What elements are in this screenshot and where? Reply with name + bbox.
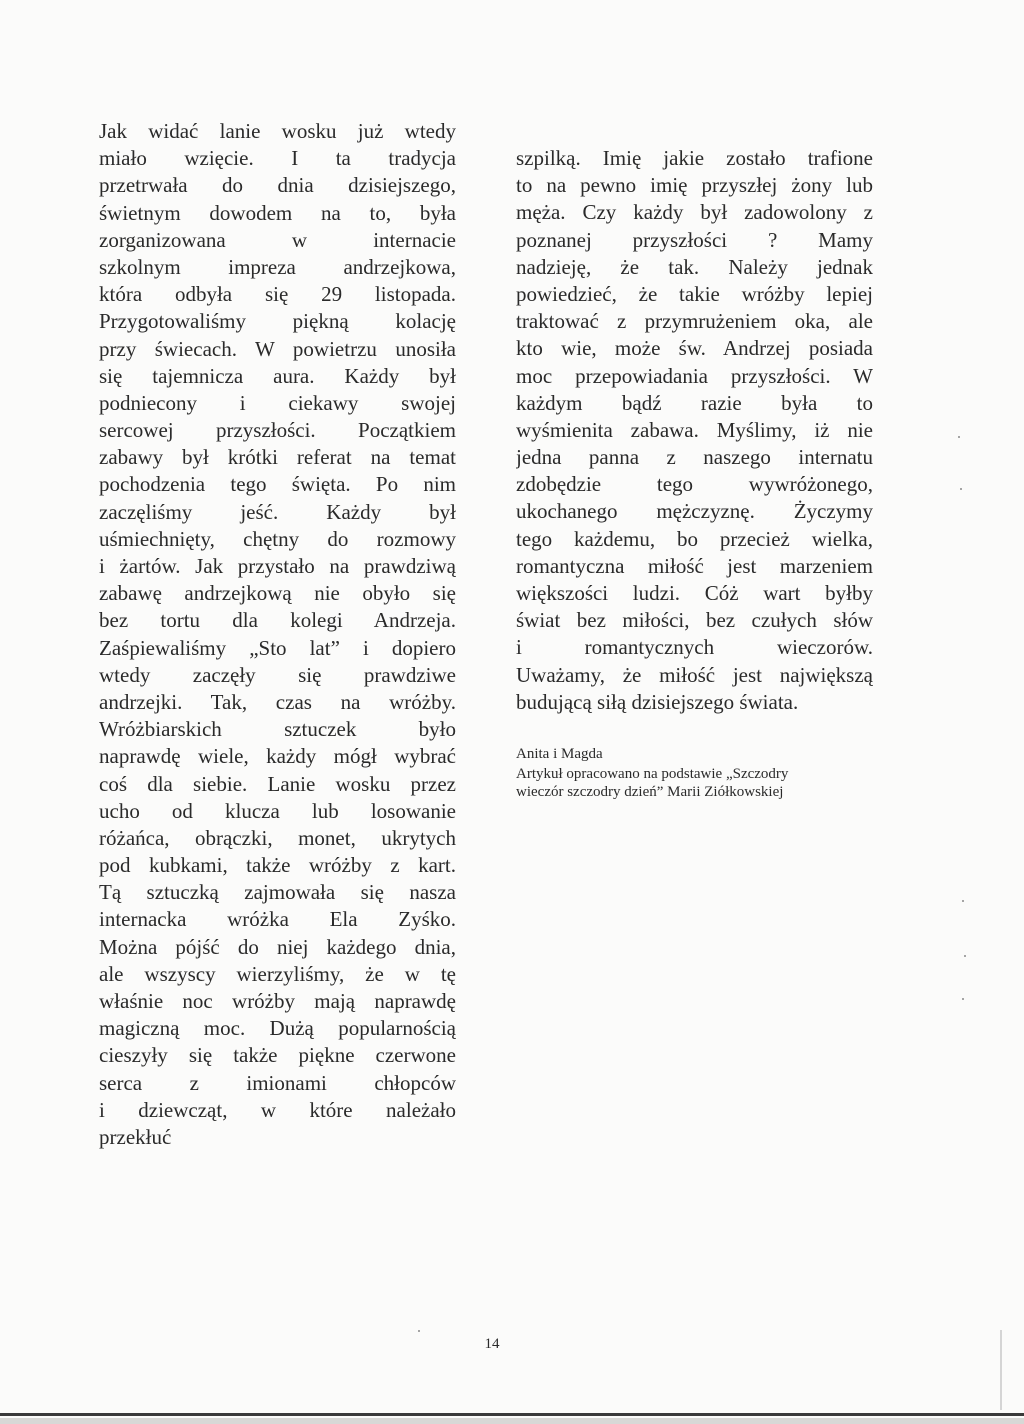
text-line: świetnym dowodem na to, była xyxy=(99,200,456,225)
article-left-column xyxy=(99,118,456,1151)
text-line: zabawy był krótki referat na temat xyxy=(99,445,456,470)
text-line: zdobędzie tego wywróżonego, xyxy=(516,472,873,497)
text-line: powiedzieć, że takie wróżby lepiej xyxy=(516,281,873,306)
scan-speck xyxy=(960,488,962,490)
text-line: Można pójść do niej każdego dnia, xyxy=(99,934,456,959)
scan-edge xyxy=(1000,1330,1002,1410)
text-line: andrzejki. Tak, czas na wróżby. xyxy=(99,689,456,714)
text-line: ale wszyscy wierzyliśmy, że w tę xyxy=(99,961,456,986)
page-number: 14 xyxy=(484,1336,500,1352)
text-line: każdym bądź razie była to xyxy=(516,390,873,415)
text-line: to na pewno imię przyszłej żony lub xyxy=(516,173,873,198)
text-line: budującą siłą dzisiejszego świata. xyxy=(516,689,799,714)
text-line: zorganizowana w internacie xyxy=(99,227,456,252)
text-line: internacka wróżka Ela Zyśko. xyxy=(99,907,456,932)
scan-edge xyxy=(0,1413,1024,1416)
text-line: Jak widać lanie wosku już wtedy xyxy=(99,119,456,143)
text-line: świat bez miłości, bez czułych słów xyxy=(516,608,873,633)
text-line: tego każdemu, bo przecież wielka, xyxy=(516,526,873,551)
text-line: przekłuć xyxy=(99,1124,172,1149)
text-line: coś dla siebie. Lanie wosku przez xyxy=(99,771,456,796)
text-line: ucho od klucza lub losowanie xyxy=(99,798,456,823)
text-line: Zaśpiewaliśmy „Sto lat” i dopiero xyxy=(99,635,456,660)
text-line: ukochanego mężczyznę. Życzymy xyxy=(516,499,873,524)
text-line: nadzieję, że tak. Należy jednak xyxy=(516,254,873,279)
scan-speck xyxy=(962,998,964,1000)
text-line: i żartów. Jak przystało na prawdziwą xyxy=(99,554,456,578)
text-line: właśnie noc wróżby mają naprawdę xyxy=(99,989,456,1013)
text-line: bez tortu dla kolegi Andrzeja. xyxy=(99,608,456,633)
text-line: zaczęliśmy jeść. Każdy był xyxy=(99,499,456,524)
text-line: pod kubkami, także wróżby z kart. xyxy=(99,853,456,878)
text-line: uśmiechnięty, chętny do rozmowy xyxy=(99,526,456,551)
text-line: wyśmienita zabawa. Myślimy, iż nie xyxy=(516,417,873,442)
text-line: i romantycznych wieczorów. xyxy=(516,635,873,660)
text-line: podniecony i ciekawy swojej xyxy=(99,390,456,415)
text-line: męża. Czy każdy był zadowolony z xyxy=(516,200,873,225)
scan-edge xyxy=(0,1418,1024,1424)
text-line: szkolnym impreza andrzejkowa, xyxy=(99,254,456,279)
text-line: się tajemnicza aura. Każdy był xyxy=(99,363,456,388)
text-line: miało wzięcie. I ta tradycja xyxy=(99,146,456,171)
text-line: różańca, obrączki, monet, ukrytych xyxy=(99,825,456,850)
article-authors: Anita i Magda xyxy=(516,746,603,762)
text-line: szpilką. Imię jakie zostało trafione xyxy=(516,146,873,170)
scan-speck xyxy=(418,1330,420,1332)
scan-speck xyxy=(962,900,964,902)
text-line: traktować z przymrużeniem oka, ale xyxy=(516,309,873,334)
text-line: moc przepowiadania przyszłości. W xyxy=(516,363,873,388)
text-line: naprawdę wiele, każdy mógł wybrać xyxy=(99,744,456,769)
text-line: Tą sztuczką zajmowała się nasza xyxy=(99,880,456,905)
text-line: jedna panna z naszego internatu xyxy=(516,445,873,470)
text-line: cieszyły się także piękne czerwone xyxy=(99,1043,456,1068)
text-line: Przygotowaliśmy piękną kolację xyxy=(99,309,456,334)
text-line: romantyczna miłość jest marzeniem xyxy=(516,553,873,578)
text-line: sercowej przyszłości. Początkiem xyxy=(99,418,456,443)
text-line: wtedy zaczęły się prawdziwe xyxy=(99,662,456,687)
text-line: przetrwała do dnia dzisiejszego, xyxy=(99,173,456,198)
article-source-line: wieczór szczodry dzień” Marii Ziółkowskiej xyxy=(516,784,784,800)
article-right-column xyxy=(516,145,873,716)
scan-speck xyxy=(958,436,960,438)
text-line: kto wie, może św. Andrzej posiada xyxy=(516,336,873,361)
text-line: Wróżbiarskich sztuczek było xyxy=(99,717,456,742)
article-source-line: Artykuł opracowano na podstawie „Szczodry xyxy=(516,766,789,782)
article-credits xyxy=(516,745,876,801)
text-line: Uważamy, że miłość jest największą xyxy=(516,662,873,687)
text-line: która odbyła się 29 listopada. xyxy=(99,282,456,307)
text-line: przy świecach. W powietrzu unosiła xyxy=(99,336,456,361)
text-line: serca z imionami chłopców xyxy=(99,1070,456,1095)
scan-speck xyxy=(964,955,966,957)
text-line: poznanej przyszłości ? Mamy xyxy=(516,227,873,252)
text-line: większości ludzi. Cóż wart byłby xyxy=(516,581,873,605)
text-line: zabawę andrzejkową nie obyło się xyxy=(99,581,456,606)
text-line: pochodzenia tego święta. Po nim xyxy=(99,472,456,497)
text-line: magiczną moc. Dużą popularnością xyxy=(99,1016,456,1041)
text-line: i dziewcząt, w które należało xyxy=(99,1097,456,1122)
